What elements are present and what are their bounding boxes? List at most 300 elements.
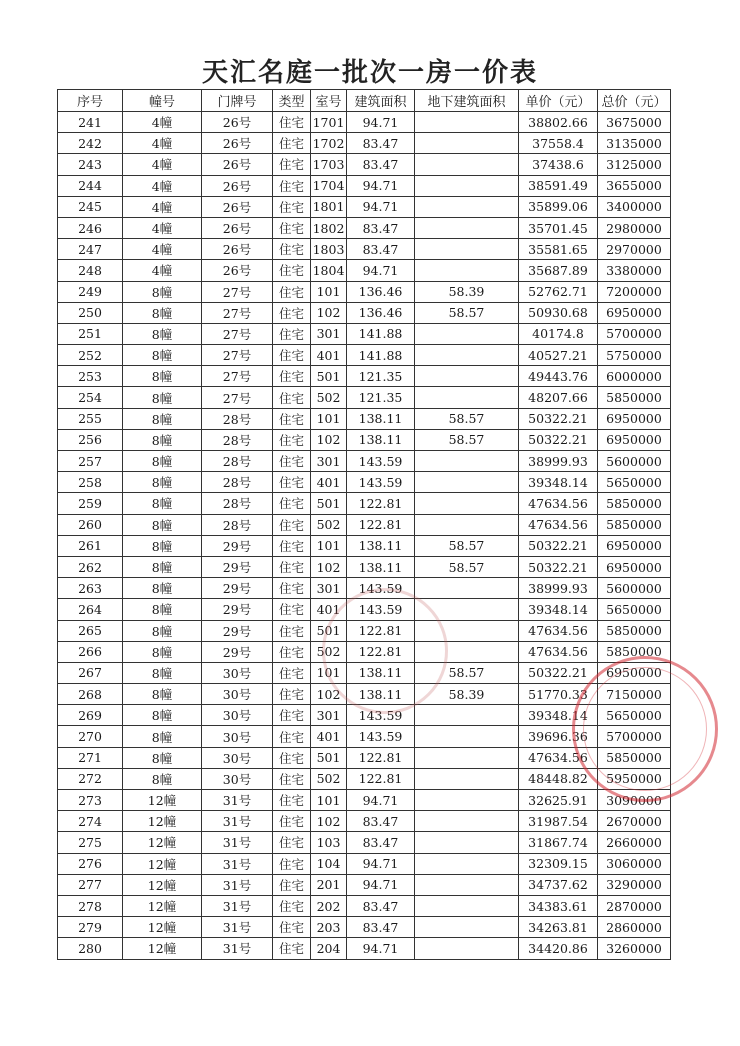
cell-building: 8幢 [123, 323, 202, 344]
cell-door-number: 31号 [202, 832, 273, 853]
cell-building: 4幢 [123, 217, 202, 238]
cell-unit-price: 50322.21 [519, 429, 598, 450]
cell-floor-area: 83.47 [347, 895, 415, 916]
cell-room: 301 [311, 451, 347, 472]
cell-unit-price: 38802.66 [519, 112, 598, 133]
cell-door-number: 26号 [202, 133, 273, 154]
cell-door-number: 29号 [202, 599, 273, 620]
cell-total-price: 6950000 [598, 429, 671, 450]
cell-building: 12幢 [123, 853, 202, 874]
cell-room: 1703 [311, 154, 347, 175]
cell-type: 住宅 [273, 641, 311, 662]
table-row [58, 239, 671, 260]
cell-unit-price: 40174.8 [519, 323, 598, 344]
cell-room: 401 [311, 599, 347, 620]
table-row [58, 112, 671, 133]
cell-floor-area: 83.47 [347, 917, 415, 938]
cell-type: 住宅 [273, 874, 311, 895]
cell-room: 102 [311, 429, 347, 450]
cell-type: 住宅 [273, 705, 311, 726]
cell-unit-price: 39348.14 [519, 472, 598, 493]
cell-unit-price: 35581.65 [519, 239, 598, 260]
cell-underground-area [415, 578, 519, 599]
cell-seq: 247 [58, 239, 123, 260]
table-row [58, 535, 671, 556]
cell-type: 住宅 [273, 832, 311, 853]
table-row [58, 599, 671, 620]
cell-building: 8幢 [123, 599, 202, 620]
table-row [58, 853, 671, 874]
cell-door-number: 27号 [202, 345, 273, 366]
cell-unit-price: 31867.74 [519, 832, 598, 853]
cell-total-price: 3090000 [598, 790, 671, 811]
cell-underground-area [415, 599, 519, 620]
cell-total-price: 3260000 [598, 938, 671, 959]
cell-unit-price: 49443.76 [519, 366, 598, 387]
cell-seq: 251 [58, 323, 123, 344]
cell-total-price: 6950000 [598, 535, 671, 556]
cell-room: 1804 [311, 260, 347, 281]
cell-room: 202 [311, 895, 347, 916]
cell-seq: 279 [58, 917, 123, 938]
cell-unit-price: 32625.91 [519, 790, 598, 811]
cell-unit-price: 40527.21 [519, 345, 598, 366]
cell-unit-price: 47634.56 [519, 620, 598, 641]
cell-underground-area [415, 217, 519, 238]
table-row [58, 217, 671, 238]
cell-room: 1702 [311, 133, 347, 154]
cell-type: 住宅 [273, 133, 311, 154]
cell-underground-area [415, 895, 519, 916]
cell-door-number: 30号 [202, 726, 273, 747]
cell-seq: 272 [58, 768, 123, 789]
cell-unit-price: 50322.21 [519, 408, 598, 429]
cell-building: 8幢 [123, 747, 202, 768]
cell-building: 8幢 [123, 641, 202, 662]
cell-type: 住宅 [273, 239, 311, 260]
cell-underground-area [415, 917, 519, 938]
cell-total-price: 3380000 [598, 260, 671, 281]
cell-unit-price: 47634.56 [519, 493, 598, 514]
cell-underground-area [415, 747, 519, 768]
cell-type: 住宅 [273, 747, 311, 768]
cell-building: 12幢 [123, 811, 202, 832]
cell-building: 8幢 [123, 535, 202, 556]
table-row [58, 133, 671, 154]
cell-floor-area: 138.11 [347, 684, 415, 705]
cell-underground-area: 58.57 [415, 662, 519, 683]
cell-seq: 242 [58, 133, 123, 154]
cell-total-price: 6950000 [598, 556, 671, 577]
cell-building: 8幢 [123, 451, 202, 472]
cell-underground-area [415, 133, 519, 154]
cell-total-price: 5850000 [598, 747, 671, 768]
cell-building: 8幢 [123, 472, 202, 493]
cell-type: 住宅 [273, 260, 311, 281]
cell-type: 住宅 [273, 917, 311, 938]
cell-underground-area [415, 451, 519, 472]
cell-unit-price: 39696.36 [519, 726, 598, 747]
cell-seq: 257 [58, 451, 123, 472]
cell-door-number: 31号 [202, 895, 273, 916]
cell-total-price: 5850000 [598, 620, 671, 641]
price-table [57, 89, 671, 960]
cell-floor-area: 143.59 [347, 472, 415, 493]
cell-total-price: 3400000 [598, 196, 671, 217]
cell-building: 8幢 [123, 493, 202, 514]
table-row [58, 472, 671, 493]
cell-type: 住宅 [273, 112, 311, 133]
cell-floor-area: 138.11 [347, 408, 415, 429]
cell-seq: 254 [58, 387, 123, 408]
cell-total-price: 3675000 [598, 112, 671, 133]
cell-room: 301 [311, 323, 347, 344]
cell-floor-area: 138.11 [347, 429, 415, 450]
cell-room: 1704 [311, 175, 347, 196]
header-unit-price: 单价（元） [519, 90, 598, 112]
table-row [58, 620, 671, 641]
cell-floor-area: 83.47 [347, 154, 415, 175]
cell-unit-price: 38999.93 [519, 451, 598, 472]
cell-floor-area: 138.11 [347, 556, 415, 577]
cell-type: 住宅 [273, 345, 311, 366]
cell-total-price: 7200000 [598, 281, 671, 302]
cell-seq: 250 [58, 302, 123, 323]
cell-building: 4幢 [123, 112, 202, 133]
cell-door-number: 31号 [202, 874, 273, 895]
cell-unit-price: 37438.6 [519, 154, 598, 175]
page-title: 天汇名庭一批次一房一价表 [201, 58, 538, 88]
cell-underground-area [415, 472, 519, 493]
cell-type: 住宅 [273, 684, 311, 705]
table-row [58, 408, 671, 429]
header-type: 类型 [273, 90, 311, 112]
cell-type: 住宅 [273, 408, 311, 429]
cell-door-number: 27号 [202, 366, 273, 387]
cell-seq: 269 [58, 705, 123, 726]
cell-underground-area [415, 387, 519, 408]
cell-room: 102 [311, 556, 347, 577]
cell-seq: 259 [58, 493, 123, 514]
table-row [58, 281, 671, 302]
cell-building: 8幢 [123, 281, 202, 302]
cell-type: 住宅 [273, 938, 311, 959]
cell-door-number: 30号 [202, 747, 273, 768]
table-row [58, 874, 671, 895]
table-row [58, 938, 671, 959]
cell-room: 101 [311, 535, 347, 556]
table-row [58, 895, 671, 916]
cell-door-number: 29号 [202, 641, 273, 662]
cell-total-price: 2870000 [598, 895, 671, 916]
cell-type: 住宅 [273, 175, 311, 196]
cell-underground-area [415, 366, 519, 387]
cell-underground-area [415, 514, 519, 535]
cell-type: 住宅 [273, 514, 311, 535]
cell-room: 401 [311, 472, 347, 493]
cell-unit-price: 35701.45 [519, 217, 598, 238]
table-row [58, 641, 671, 662]
cell-underground-area [415, 239, 519, 260]
cell-underground-area [415, 323, 519, 344]
cell-total-price: 6950000 [598, 662, 671, 683]
cell-seq: 275 [58, 832, 123, 853]
cell-room: 301 [311, 705, 347, 726]
cell-unit-price: 47634.56 [519, 641, 598, 662]
cell-total-price: 5850000 [598, 514, 671, 535]
cell-floor-area: 121.35 [347, 366, 415, 387]
cell-unit-price: 50322.21 [519, 662, 598, 683]
cell-unit-price: 47634.56 [519, 514, 598, 535]
cell-building: 12幢 [123, 790, 202, 811]
cell-seq: 280 [58, 938, 123, 959]
cell-total-price: 5700000 [598, 726, 671, 747]
cell-floor-area: 94.71 [347, 790, 415, 811]
cell-underground-area [415, 493, 519, 514]
cell-total-price: 5650000 [598, 599, 671, 620]
cell-seq: 258 [58, 472, 123, 493]
cell-building: 8幢 [123, 387, 202, 408]
cell-room: 1701 [311, 112, 347, 133]
header-underground-area: 地下建筑面积 [415, 90, 519, 112]
cell-door-number: 30号 [202, 662, 273, 683]
cell-door-number: 28号 [202, 472, 273, 493]
table-row [58, 493, 671, 514]
cell-door-number: 28号 [202, 451, 273, 472]
cell-floor-area: 83.47 [347, 133, 415, 154]
cell-unit-price: 50322.21 [519, 556, 598, 577]
cell-total-price: 5650000 [598, 472, 671, 493]
cell-type: 住宅 [273, 493, 311, 514]
cell-seq: 273 [58, 790, 123, 811]
cell-unit-price: 38591.49 [519, 175, 598, 196]
table-row [58, 768, 671, 789]
cell-underground-area [415, 938, 519, 959]
cell-total-price: 5750000 [598, 345, 671, 366]
header-floor-area: 建筑面积 [347, 90, 415, 112]
table-row [58, 154, 671, 175]
cell-door-number: 26号 [202, 196, 273, 217]
cell-unit-price: 37558.4 [519, 133, 598, 154]
cell-type: 住宅 [273, 599, 311, 620]
cell-door-number: 26号 [202, 217, 273, 238]
cell-type: 住宅 [273, 429, 311, 450]
cell-door-number: 31号 [202, 917, 273, 938]
cell-underground-area: 58.39 [415, 281, 519, 302]
cell-floor-area: 122.81 [347, 493, 415, 514]
cell-total-price: 2670000 [598, 811, 671, 832]
cell-room: 103 [311, 832, 347, 853]
cell-seq: 248 [58, 260, 123, 281]
cell-seq: 253 [58, 366, 123, 387]
cell-room: 501 [311, 493, 347, 514]
cell-seq: 260 [58, 514, 123, 535]
table-row [58, 366, 671, 387]
cell-total-price: 5850000 [598, 387, 671, 408]
cell-unit-price: 52762.71 [519, 281, 598, 302]
cell-underground-area [415, 768, 519, 789]
cell-floor-area: 83.47 [347, 811, 415, 832]
header-door-number: 门牌号 [202, 90, 273, 112]
cell-unit-price: 48207.66 [519, 387, 598, 408]
table-row [58, 578, 671, 599]
cell-room: 102 [311, 684, 347, 705]
cell-building: 4幢 [123, 239, 202, 260]
cell-seq: 271 [58, 747, 123, 768]
cell-room: 204 [311, 938, 347, 959]
cell-floor-area: 94.71 [347, 938, 415, 959]
cell-seq: 274 [58, 811, 123, 832]
cell-seq: 243 [58, 154, 123, 175]
cell-room: 502 [311, 768, 347, 789]
cell-unit-price: 31987.54 [519, 811, 598, 832]
cell-seq: 276 [58, 853, 123, 874]
cell-floor-area: 122.81 [347, 641, 415, 662]
cell-building: 8幢 [123, 662, 202, 683]
cell-total-price: 5850000 [598, 641, 671, 662]
table-row [58, 345, 671, 366]
cell-underground-area [415, 260, 519, 281]
cell-underground-area: 58.57 [415, 429, 519, 450]
cell-unit-price: 32309.15 [519, 853, 598, 874]
cell-building: 4幢 [123, 154, 202, 175]
header-seq: 序号 [58, 90, 123, 112]
cell-building: 4幢 [123, 133, 202, 154]
cell-floor-area: 143.59 [347, 451, 415, 472]
table-row [58, 514, 671, 535]
cell-total-price: 5600000 [598, 578, 671, 599]
cell-floor-area: 138.11 [347, 535, 415, 556]
cell-door-number: 30号 [202, 768, 273, 789]
cell-type: 住宅 [273, 366, 311, 387]
cell-floor-area: 138.11 [347, 662, 415, 683]
cell-door-number: 29号 [202, 620, 273, 641]
cell-underground-area [415, 832, 519, 853]
cell-door-number: 26号 [202, 175, 273, 196]
cell-unit-price: 35899.06 [519, 196, 598, 217]
table-row [58, 175, 671, 196]
table-row [58, 705, 671, 726]
cell-type: 住宅 [273, 535, 311, 556]
cell-type: 住宅 [273, 790, 311, 811]
cell-unit-price: 47634.56 [519, 747, 598, 768]
cell-seq: 252 [58, 345, 123, 366]
table-row [58, 684, 671, 705]
cell-total-price: 2970000 [598, 239, 671, 260]
cell-building: 8幢 [123, 578, 202, 599]
cell-door-number: 31号 [202, 938, 273, 959]
cell-building: 8幢 [123, 620, 202, 641]
cell-room: 101 [311, 281, 347, 302]
cell-door-number: 27号 [202, 281, 273, 302]
cell-door-number: 30号 [202, 684, 273, 705]
cell-floor-area: 143.59 [347, 726, 415, 747]
cell-total-price: 3125000 [598, 154, 671, 175]
cell-seq: 263 [58, 578, 123, 599]
cell-building: 12幢 [123, 938, 202, 959]
cell-building: 8幢 [123, 684, 202, 705]
cell-room: 401 [311, 345, 347, 366]
cell-floor-area: 83.47 [347, 832, 415, 853]
cell-floor-area: 94.71 [347, 196, 415, 217]
cell-seq: 266 [58, 641, 123, 662]
cell-underground-area [415, 853, 519, 874]
table-row [58, 260, 671, 281]
cell-floor-area: 143.59 [347, 705, 415, 726]
cell-total-price: 5700000 [598, 323, 671, 344]
cell-underground-area [415, 345, 519, 366]
cell-type: 住宅 [273, 451, 311, 472]
cell-room: 501 [311, 620, 347, 641]
cell-type: 住宅 [273, 387, 311, 408]
cell-underground-area: 58.57 [415, 556, 519, 577]
cell-total-price: 2660000 [598, 832, 671, 853]
cell-building: 8幢 [123, 366, 202, 387]
table-row [58, 917, 671, 938]
cell-building: 12幢 [123, 874, 202, 895]
cell-underground-area [415, 154, 519, 175]
cell-door-number: 28号 [202, 429, 273, 450]
table-row [58, 790, 671, 811]
cell-type: 住宅 [273, 578, 311, 599]
cell-room: 502 [311, 514, 347, 535]
table-row [58, 323, 671, 344]
cell-room: 101 [311, 662, 347, 683]
cell-door-number: 28号 [202, 493, 273, 514]
cell-door-number: 26号 [202, 239, 273, 260]
cell-underground-area [415, 790, 519, 811]
cell-door-number: 31号 [202, 790, 273, 811]
cell-room: 101 [311, 408, 347, 429]
cell-floor-area: 122.81 [347, 620, 415, 641]
cell-total-price: 5650000 [598, 705, 671, 726]
cell-seq: 241 [58, 112, 123, 133]
cell-floor-area: 83.47 [347, 239, 415, 260]
cell-seq: 256 [58, 429, 123, 450]
cell-building: 8幢 [123, 514, 202, 535]
cell-total-price: 3655000 [598, 175, 671, 196]
table-header-row [58, 90, 671, 112]
cell-floor-area: 94.71 [347, 175, 415, 196]
table-row [58, 747, 671, 768]
cell-total-price: 3060000 [598, 853, 671, 874]
cell-seq: 245 [58, 196, 123, 217]
cell-room: 501 [311, 747, 347, 768]
table-row [58, 662, 671, 683]
cell-unit-price: 34737.62 [519, 874, 598, 895]
cell-unit-price: 50930.68 [519, 302, 598, 323]
cell-floor-area: 136.46 [347, 302, 415, 323]
cell-underground-area [415, 874, 519, 895]
cell-building: 4幢 [123, 260, 202, 281]
cell-building: 4幢 [123, 196, 202, 217]
cell-type: 住宅 [273, 323, 311, 344]
cell-seq: 244 [58, 175, 123, 196]
cell-unit-price: 39348.14 [519, 705, 598, 726]
cell-unit-price: 48448.82 [519, 768, 598, 789]
cell-room: 501 [311, 366, 347, 387]
cell-type: 住宅 [273, 620, 311, 641]
header-room: 室号 [311, 90, 347, 112]
cell-room: 203 [311, 917, 347, 938]
cell-seq: 249 [58, 281, 123, 302]
cell-door-number: 26号 [202, 260, 273, 281]
cell-type: 住宅 [273, 472, 311, 493]
cell-building: 8幢 [123, 556, 202, 577]
cell-type: 住宅 [273, 726, 311, 747]
table-row [58, 387, 671, 408]
cell-unit-price: 50322.21 [519, 535, 598, 556]
